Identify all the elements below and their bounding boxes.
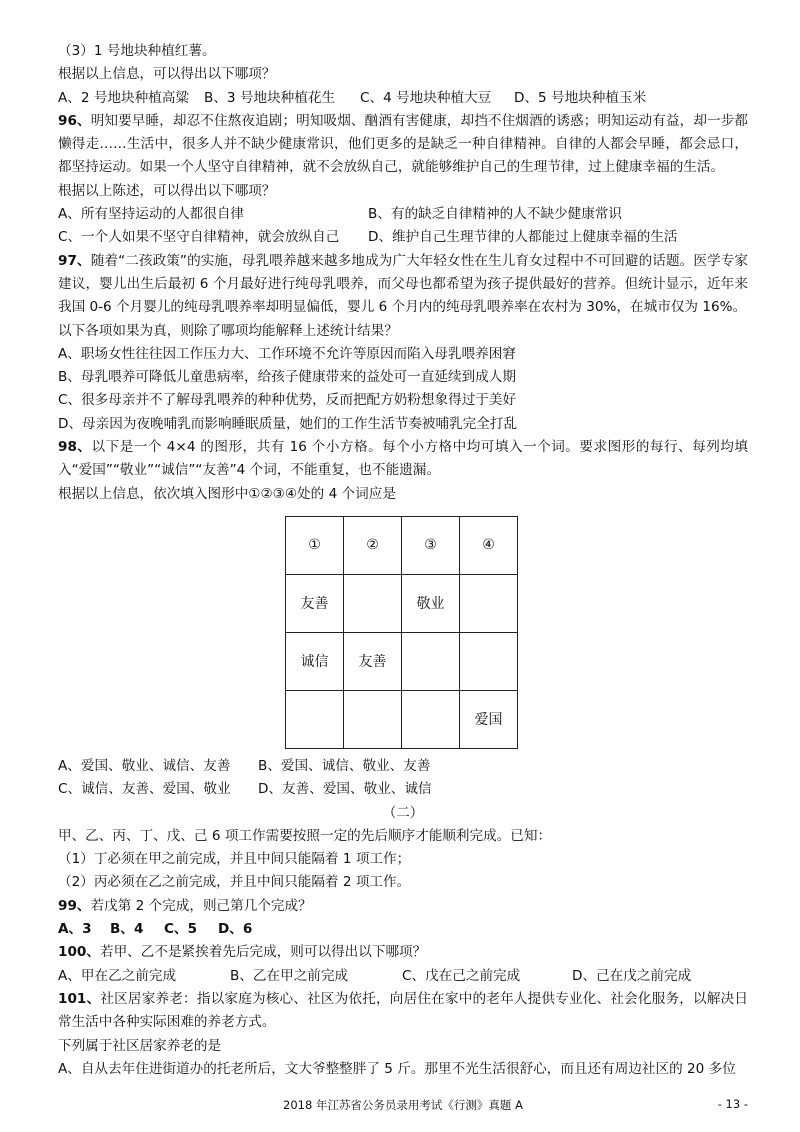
q96-option-b: B、有的缺乏自律精神的人不缺少健康常识 xyxy=(368,206,623,223)
q96-option-d: D、维护自己生理节律的人都能过上健康幸福的生活 xyxy=(368,229,678,246)
q95-option-b: B、3 号地块种植花生 xyxy=(204,89,336,106)
q95-condition-3: （3）1 号地块种植红薯。 xyxy=(58,43,216,59)
q101-text: 社区居家养老：指以家庭为核心、社区为依托，向居住在家中的老年人提供专业化、社会化服务，以解决日常生活中各种实际困难的养老方式。 xyxy=(58,990,748,1031)
q97-question: 以下各项如果为真，则除了哪项均能解释上述统计结果？ xyxy=(58,322,398,339)
q97-option-b: B、母乳喂养可降低儿童患病率，给孩子健康带来的益处可一直延续到成人期 xyxy=(58,369,516,386)
grid-cell: 爱国 xyxy=(460,690,518,748)
q100-option-a: A、甲在乙之前完成 xyxy=(58,967,177,984)
q98-options-row2 xyxy=(58,778,748,801)
q100-number: 100、 xyxy=(58,944,100,961)
q97-text-2: ，在城市仅为 16 xyxy=(616,299,720,316)
grid-cell: ① xyxy=(286,516,344,574)
q97-option-c: C、很多母亲并不了解母乳喂养的种种优势，反而把配方奶粉想象得过于美好 xyxy=(58,392,517,409)
q98-stem xyxy=(58,436,748,483)
q100-stem xyxy=(58,941,748,964)
grid-cell xyxy=(402,690,460,748)
page-number: - 13 - xyxy=(717,1097,748,1111)
q98-question: 根据以上信息，依次填入图形中①②③④处的 4 个词应是 xyxy=(58,485,396,502)
grid-cell xyxy=(286,690,344,748)
q98-number: 98、 xyxy=(58,439,92,456)
q100-text: 若甲、乙不是紧挨着先后完成，则可以得出以下哪项？ xyxy=(99,944,427,961)
q95-option-a: A、2 号地块种植高粱 xyxy=(58,89,190,106)
q97-number: 97、 xyxy=(58,252,91,269)
q95-option-c: C、4 号地块种植大豆 xyxy=(360,89,492,106)
q97-option-a: A、职场女性往往因工作压力大、工作环境不允许等原因而陷入母乳喂养困窘 xyxy=(58,345,516,362)
q96-text: 明知要早睡，却忍不住熬夜追剧；明知吸烟、酗酒有害健康，却挡不住烟酒的诱惑；明知运动有益，却一步都懒得走……生活中，很多人并不缺少健康常识，他们更多的是缺乏一种自律精神。自律的人都会早睡，都会忌口，都坚持运动。如果一个人坚守自律精神，就不会放纵自己，就能够维护自己的生理节律，过上健康幸福的生活。 xyxy=(58,112,748,176)
grid-row xyxy=(286,690,518,748)
grid-cell xyxy=(460,574,518,632)
grid-cell: 友善 xyxy=(344,632,402,690)
q99-options xyxy=(58,918,748,941)
q95-option-d: D、5 号地块种植玉米 xyxy=(514,89,647,106)
grid-table xyxy=(285,516,518,749)
q99-stem xyxy=(58,895,748,918)
q101-question: 下列属于社区居家养老的是 xyxy=(58,1037,222,1054)
footer-title: 2018 年江苏省公务员录用考试《行测》真题 A xyxy=(283,1098,523,1112)
q100-option-b: B、乙在甲之前完成 xyxy=(230,967,349,984)
condition-2: （2）丙必须在乙之前完成，并且中间只能隔着 2 项工作。 xyxy=(58,874,411,891)
q96-option-c: C、一个人如果不坚守自律精神，就会放纵自己 xyxy=(58,229,340,246)
section-intro: 甲、乙、丙、丁、戊、己 6 项工作需要按照一定的先后顺序才能顺利完成。已知： xyxy=(58,827,552,844)
q98-option-c: C、诚信、友善、爱国、敬业 xyxy=(58,781,231,798)
grid-row xyxy=(286,574,518,632)
grid-cell: ③ xyxy=(402,516,460,574)
q98-option-b: B、爱国、诚信、敬业、友善 xyxy=(258,757,431,774)
q95-options xyxy=(58,87,748,110)
q97-percent-1: % xyxy=(603,299,617,316)
q96-number: 96、 xyxy=(58,112,91,129)
grid-cell xyxy=(344,690,402,748)
q99-option-a: A、3 xyxy=(58,921,92,938)
grid-cell xyxy=(344,574,402,632)
grid-row xyxy=(286,516,518,574)
q99-text: 若戊第 2 个完成，则己第几个完成？ xyxy=(90,897,312,914)
q96-options-row1 xyxy=(58,203,748,226)
q99-number: 99、 xyxy=(58,897,91,914)
q97-text-3: 。 xyxy=(732,299,747,316)
q95-question: 根据以上信息，可以得出以下哪项？ xyxy=(58,66,276,83)
exam-page xyxy=(58,40,748,1081)
q97-percent-2: % xyxy=(719,299,733,316)
q101-stem xyxy=(58,988,748,1035)
q97-stem xyxy=(58,250,748,320)
q100-option-c: C、戊在己之前完成 xyxy=(402,967,521,984)
grid-cell: 诚信 xyxy=(286,632,344,690)
q96-options-row2 xyxy=(58,226,748,249)
grid-cell xyxy=(402,632,460,690)
q100-option-d: D、己在戊之前完成 xyxy=(572,967,692,984)
grid-cell: ② xyxy=(344,516,402,574)
q99-option-d: D、6 xyxy=(218,921,253,938)
q98-option-d: D、友善、爱国、敬业、诚信 xyxy=(258,781,432,798)
q97-text-1: 随着“二孩政策”的实施，母乳喂养越来越多地成为广大年轻女性在生儿育女过程中不可回避的话题。医学专家建议，婴儿出生后最初 6 个月最好进行纯母乳喂养，而父母也都希望为孩子提供最好的营养。但统计显示，近年来我国 0-6 个月婴儿的纯母乳喂养率却明显偏低，婴儿 6 个月内的纯母乳喂养率在农村为 30 xyxy=(58,252,748,316)
grid-cell: 敬业 xyxy=(402,574,460,632)
q97-option-d: D、母亲因为夜晚哺乳而影响睡眠质量，她们的工作生活节奏被哺乳完全打乱 xyxy=(58,415,518,432)
q96-question: 根据以上陈述，可以得出以下哪项？ xyxy=(58,182,276,199)
q98-text: 以下是一个 4×4 的图形，共有 16 个小方格。每个小方格中均可填入一个词。要求图形的每行、每列均填入“爱国”“敬业”“诚信”“友善”4 个词，不能重复，也不能遗漏。 xyxy=(58,439,748,479)
q96-option-a: A、所有坚持运动的人都很自律 xyxy=(58,206,245,223)
condition-1: （1）丁必须在甲之前完成，并且中间只能隔着 1 项工作； xyxy=(58,851,411,868)
q100-options xyxy=(58,965,748,988)
section-heading: （二） xyxy=(382,804,424,821)
q101-number: 101、 xyxy=(58,990,101,1007)
word-grid xyxy=(285,516,748,749)
q96-stem xyxy=(58,110,748,180)
q99-option-b: B、4 xyxy=(110,921,144,938)
q99-option-c: C、5 xyxy=(164,921,198,938)
q98-option-a: A、爱国、敬业、诚信、友善 xyxy=(58,757,231,774)
grid-cell xyxy=(460,632,518,690)
grid-cell: ④ xyxy=(460,516,518,574)
q101-option-a: A、自从去年住进街道办的托老所后，文大爷整整胖了 5 斤。那里不光生活很舒心，而且还有周边社区的 20 多位 xyxy=(58,1060,736,1077)
grid-row xyxy=(286,632,518,690)
grid-cell: 友善 xyxy=(286,574,344,632)
q98-options-row1 xyxy=(58,755,748,778)
